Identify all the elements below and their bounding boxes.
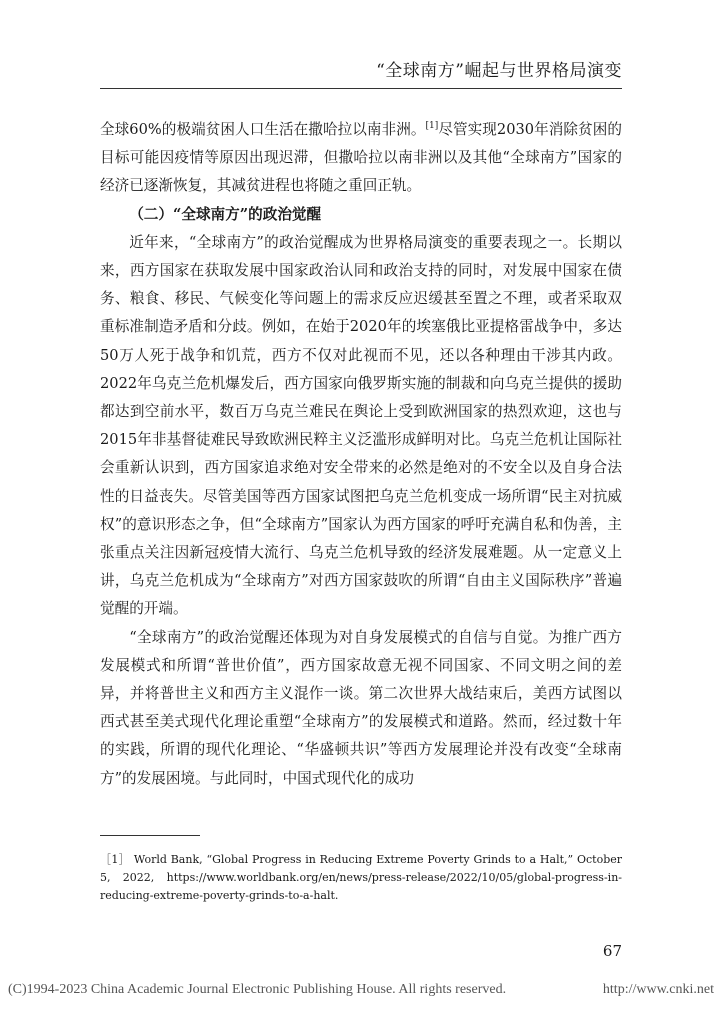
paragraph-3: “全球南方”的政治觉醒还体现为对自身发展模式的自信与自觉。为推广西方发展模式和所谓“普世价值”，西方国家故意无视不同国家、不同文明之间的差异，并将普世主义和西方主义混作一谈。第二次世界大战结束后，美西方试图以西式甚至美式现代化理论重塑“全球南方”的发展模式和道路。然而，经过数十年的实践，所谓的现代化理论、“华盛顿共识”等西方发展理论并没有改变“全球南方”的发展困境。与此同时，中国式现代化的成功 [100,628,622,787]
header-rule [100,88,622,89]
paragraph-1-start: 全球60%的极端贫困人口生活在撒哈拉以南非洲。 [100,121,426,138]
footnote-ref-1[interactable]: [1] [425,121,439,132]
paragraph-2: 近年来，“全球南方”的政治觉醒成为世界格局演变的重要表现之一。长期以来，西方国家在获取发展中国家政治认同和政治支持的同时，对发展中国家在债务、粮食、移民、气候变化等问题上的需求反应迟缓甚至置之不理，或者采取双重标准制造矛盾和分歧。例如，在始于2020年的埃塞俄比亚提格雷战争中，多达50万人死于战争和饥荒，西方不仅对此视而不见，还以各种理由干涉其内政。2022年乌克兰危机爆发后，西方国家向俄罗斯实施的制裁和向乌克兰提供的援助都达到空前水平，数百万乌克兰难民在舆论上受到欧洲国家的热烈欢迎，这也与2015年非基督徒难民导致欧洲民粹主义泛滥形成鲜明对比。乌克兰危机让国际社会重新认识到，西方国家追求绝对安全带来的必然是绝对的不安全以及自身合法性的日益丧失。尽管美国等西方国家试图把乌克兰危机变成一场所谓“民主对抗威权”的意识形态之争，但“全球南方”国家认为西方国家的呼吁充满自私和伪善，主张重点关注因新冠疫情大流行、乌克兰危机导致的经济发展难题。从一定意义上讲，乌克兰危机成为“全球南方”对西方国家鼓吹的所谓“自由主义国际秩序”普遍觉醒的开端。 [100,233,622,618]
page-number: 67 [602,942,622,960]
paragraph-1-end: 尽管实现2030年消除贫困的目标可能因疫情等原因出现迟滞，但撒哈拉以南非洲以及其他“全球南方”国家的经济已逐渐恢复，其减贫进程也将随之重回正轨。 [100,121,622,195]
paragraph-1 [100,116,622,201]
footnote-rule [100,835,200,836]
running-header: “全球南方”崛起与世界格局演变 [376,61,622,81]
article-body [100,116,622,793]
footnote-1: ［1］ World Bank, “Global Progress in Reducing Extreme Poverty Grinds to a Halt,” October 5, 2022, https://www.worldbank.org/en/news/press-release/2022/10/05/global-progress-in-reducing-extreme-poverty-grinds-to-a-halt. [100,853,622,902]
copyright-text: (C)1994-2023 China Academic Journal Electronic Publishing House. All rights reserved. [8,982,507,997]
section-heading: （二）“全球南方”的政治觉醒 [129,205,322,223]
cnki-url[interactable]: http://www.cnki.net [602,982,714,997]
copyright-watermark [8,982,714,998]
